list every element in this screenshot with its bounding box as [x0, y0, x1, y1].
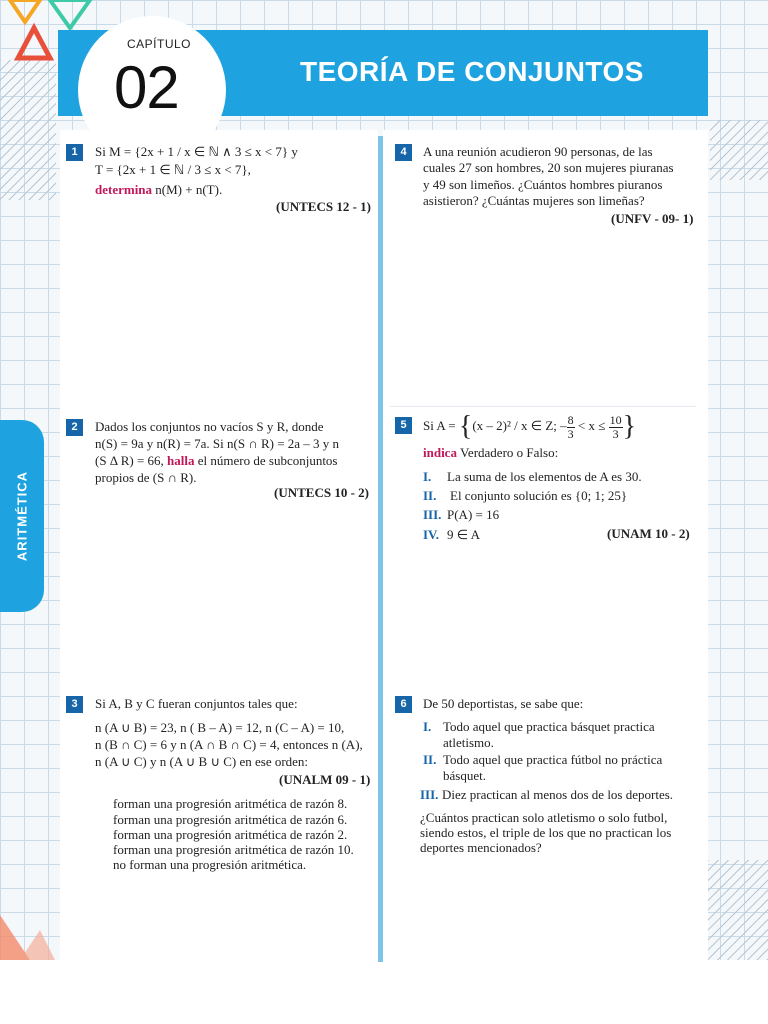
problem-2-line: n(S) = 9a y n(R) = 7a. Si n(S ∩ R) = 2a – 3 y n: [95, 436, 340, 451]
keyword-halla: halla: [167, 453, 195, 468]
problem-2-line: [95, 453, 338, 469]
problem-5-statement: [423, 527, 480, 543]
subject-side-label: ARITMÉTICA: [14, 470, 30, 562]
problem-number-badge: 1: [66, 144, 83, 161]
open-brace-icon: {: [458, 411, 473, 443]
orange-corner-decoration: [0, 905, 60, 960]
statement-text: Diez practican al menos dos de los deportes.: [442, 787, 674, 802]
problem-number-badge: 6: [395, 696, 412, 713]
problem-3-option: no forman una progresión aritmética.: [113, 857, 307, 872]
problem-3-line: n (A ∪ B) = 23, n ( B – A) = 12, n (C – A) = 10,: [95, 720, 345, 735]
problem-5-statement: [423, 507, 499, 523]
problem-4-source: (UNFV - 09- 1): [611, 211, 694, 226]
problem-1-source: (UNTECS 12 - 1): [276, 199, 371, 214]
statement-text: P(A) = 16: [447, 507, 500, 522]
fraction-denominator: 3: [567, 426, 574, 441]
page-bottom-margin: [0, 960, 768, 1024]
problem-6-question: ¿Cuántos practican solo atletismo o solo futbol,: [420, 810, 668, 825]
hatch-decoration-right-top: [710, 120, 768, 180]
fraction-numerator: 10: [609, 412, 622, 427]
problem-2-source: (UNTECS 10 - 2): [274, 485, 369, 500]
problem-number-badge: 2: [66, 419, 83, 436]
problem-6-statement-cont: atletismo.: [443, 735, 494, 750]
problem-6-question: siendo estos, el triple de los que no practican los: [420, 825, 672, 840]
problem-6-question: deportes mencionados?: [420, 840, 542, 855]
problem-6-statement-cont: básquet.: [443, 768, 486, 783]
chapter-title: TEORÍA DE CONJUNTOS: [300, 56, 644, 87]
hatch-decoration-right: [708, 860, 768, 960]
problem-6-statement: [420, 787, 673, 803]
problem-2-line: propios de (S ∩ R).: [95, 470, 197, 485]
hatch-decoration-left: [0, 60, 56, 200]
fraction-denominator: 3: [612, 426, 619, 441]
problem-5-source: (UNAM 10 - 2): [607, 526, 690, 541]
problem-3-option: forman una progresión aritmética de razón 8.: [113, 796, 348, 811]
statement-text: Todo aquel que practica básquet practica: [443, 719, 655, 734]
problem-4-line: asistieron? ¿Cuántas mujeres son limeñas?: [423, 193, 645, 208]
problem-5-instruction: [423, 445, 558, 461]
problem-1-line: T = {2x + 1 ∈ ℕ / 3 ≤ x < 7},: [95, 162, 251, 177]
roman-numeral: II.: [423, 488, 437, 503]
problem-4-line: cuales 27 son hombres, 20 son mujeres piuranas: [423, 160, 674, 175]
roman-numeral: IV.: [423, 527, 440, 542]
problem-3-option: forman una progresión aritmética de razón 6.: [113, 812, 348, 827]
problem-3-option: forman una progresión aritmética de razón 10.: [113, 842, 354, 857]
problem-3-option: forman una progresión aritmética de razón 2.: [113, 827, 348, 842]
keyword-indica: indica: [423, 445, 457, 460]
statement-text: El conjunto solución es {0; 1; 25}: [450, 488, 628, 503]
roman-numeral: I.: [423, 719, 432, 734]
problem-3-source: (UNALM 09 - 1): [279, 772, 371, 787]
set-inner: (x – 2)² / x ∈ Z; –: [472, 418, 567, 433]
chapter-number: 02: [114, 54, 179, 121]
statement-text: La suma de los elementos de A es 30.: [447, 469, 642, 484]
problem-number-badge: 5: [395, 417, 412, 434]
statement-text: 9 ∈ A: [447, 527, 480, 542]
roman-numeral: III.: [423, 507, 442, 522]
problem-1-instruction: [95, 182, 222, 198]
set-prefix: Si A =: [423, 418, 456, 433]
column-separator: [378, 136, 383, 962]
problem-4-line: A una reunión acudieron 90 personas, de las: [423, 144, 653, 159]
instruction-rest: Verdadero o Falso:: [456, 445, 559, 460]
problem-number-badge: 4: [395, 144, 412, 161]
set-mid: < x ≤: [574, 418, 609, 433]
instruction-rest: n(M) + n(T).: [152, 182, 223, 197]
statement-text: Todo aquel que practica fútbol no práctica: [443, 752, 663, 767]
problem-3-line: n (A ∪ C) y n (A ∪ B ∪ C) en ese orden:: [95, 754, 309, 769]
problem-6-statement: [423, 752, 662, 768]
problem-1-line: Si M = {2x + 1 / x ∈ ℕ ∧ 3 ≤ x < 7} y: [95, 144, 298, 159]
chapter-label: CAPÍTULO: [127, 37, 192, 51]
fraction: [609, 414, 623, 441]
problem-4-line: y 49 son limeños. ¿Cuántos hombres piuranos: [423, 177, 663, 192]
problem-3-line: Si A, B y C fueran conjuntos tales que:: [95, 696, 298, 711]
fraction: [567, 414, 575, 441]
problem-2-line: Dados los conjuntos no vacíos S y R, donde: [95, 419, 324, 434]
roman-numeral: III.: [420, 787, 439, 802]
problem-number-badge: 3: [66, 696, 83, 713]
close-brace-icon: }: [622, 411, 637, 443]
problem-5-statement: [423, 469, 642, 485]
line-part: el número de subconjuntos: [194, 453, 338, 468]
roman-numeral: II.: [423, 752, 437, 767]
line-part: (S Δ R) = 66,: [95, 453, 168, 468]
fraction-numerator: 8: [567, 412, 574, 427]
roman-numeral: I.: [423, 469, 432, 484]
section-divider: [390, 406, 696, 407]
problem-5-set-expression: [423, 410, 636, 442]
problem-5-statement: [423, 488, 627, 504]
problem-6-statement: [423, 719, 655, 735]
keyword-determina: determina: [95, 182, 153, 197]
problem-6-line: De 50 deportistas, se sabe que:: [423, 696, 584, 711]
problem-3-line: n (B ∩ C) = 6 y n (A ∩ B ∩ C) = 4, entonces n (A),: [95, 737, 363, 752]
